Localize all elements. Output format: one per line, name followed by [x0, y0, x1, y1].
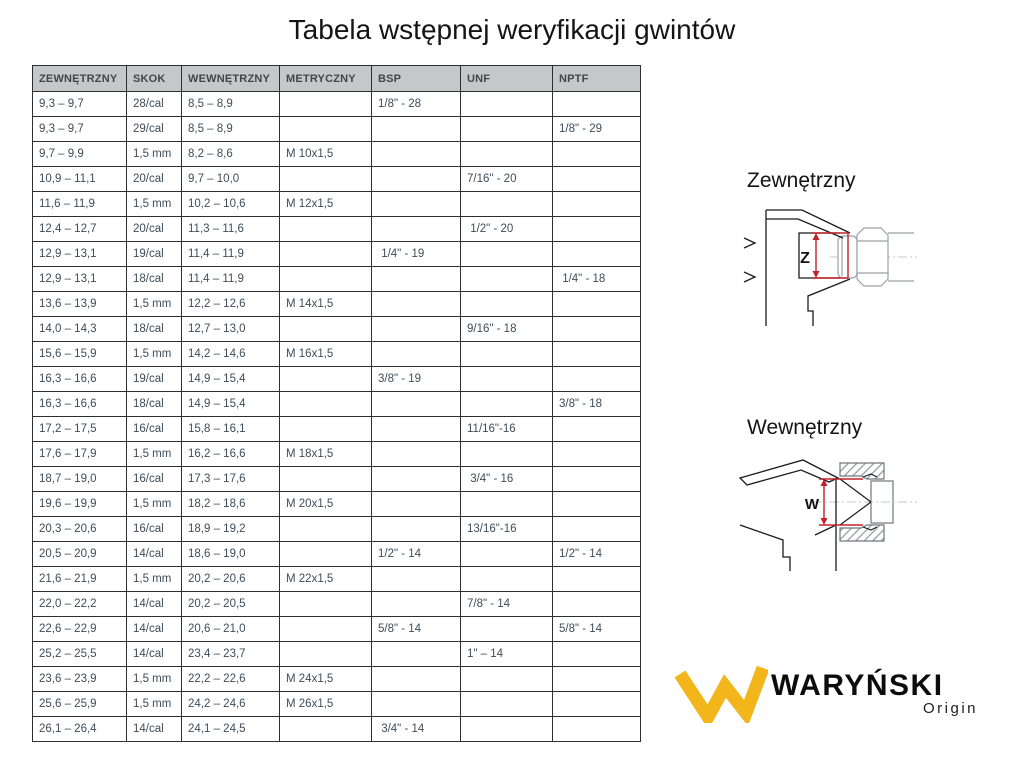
table-cell: M 24x1,5	[280, 667, 372, 692]
table-cell	[553, 467, 641, 492]
table-cell	[461, 242, 553, 267]
table-row	[33, 717, 641, 742]
table-cell: 24,1 – 24,5	[182, 717, 280, 742]
table-cell: 1/4" - 19	[372, 242, 461, 267]
table-row	[33, 667, 641, 692]
table-cell: 14,9 – 15,4	[182, 392, 280, 417]
table-cell: 22,0 – 22,2	[33, 592, 127, 617]
table-cell	[372, 417, 461, 442]
table-cell: 9,7 – 10,0	[182, 167, 280, 192]
table-cell: 18,7 – 19,0	[33, 467, 127, 492]
table-row	[33, 142, 641, 167]
table-cell: 1,5 mm	[127, 192, 182, 217]
table-cell: 10,2 – 10,6	[182, 192, 280, 217]
table-cell	[461, 692, 553, 717]
table-cell	[553, 417, 641, 442]
table-row	[33, 192, 641, 217]
table-cell: 9,3 – 9,7	[33, 92, 127, 117]
table-cell: 20,5 – 20,9	[33, 542, 127, 567]
table-cell	[553, 92, 641, 117]
table-cell	[461, 292, 553, 317]
table-cell: 19/cal	[127, 367, 182, 392]
table-cell: 1,5 mm	[127, 442, 182, 467]
table-cell	[280, 242, 372, 267]
table-cell: 11,4 – 11,9	[182, 267, 280, 292]
table-row	[33, 542, 641, 567]
table-cell: 14,9 – 15,4	[182, 367, 280, 392]
table-cell: 3/8" - 19	[372, 367, 461, 392]
table-cell: 8,5 – 8,9	[182, 117, 280, 142]
table-cell	[553, 517, 641, 542]
table-cell	[553, 567, 641, 592]
table-cell	[553, 367, 641, 392]
table-cell	[372, 567, 461, 592]
table-cell	[461, 542, 553, 567]
table-cell	[372, 192, 461, 217]
table-cell	[280, 317, 372, 342]
table-cell: 20/cal	[127, 167, 182, 192]
table-cell: 17,6 – 17,9	[33, 442, 127, 467]
table-row	[33, 242, 641, 267]
table-cell	[553, 592, 641, 617]
table-cell	[372, 442, 461, 467]
table-cell: 29/cal	[127, 117, 182, 142]
table-cell	[372, 317, 461, 342]
table-cell	[461, 667, 553, 692]
table-cell: 12,9 – 13,1	[33, 267, 127, 292]
table-cell	[461, 117, 553, 142]
table-cell: 19/cal	[127, 242, 182, 267]
table-cell	[553, 342, 641, 367]
table-cell: 12,7 – 13,0	[182, 317, 280, 342]
column-header: WEWNĘTRZNY	[182, 66, 280, 92]
table-cell	[280, 117, 372, 142]
table-cell: 20,2 – 20,6	[182, 567, 280, 592]
table-cell: 19,6 – 19,9	[33, 492, 127, 517]
table-cell	[461, 92, 553, 117]
table-cell: 1" – 14	[461, 642, 553, 667]
table-cell: 16,3 – 16,6	[33, 392, 127, 417]
table-cell: 23,4 – 23,7	[182, 642, 280, 667]
table-cell	[372, 142, 461, 167]
table-cell: 22,6 – 22,9	[33, 617, 127, 642]
table-cell: 14,2 – 14,6	[182, 342, 280, 367]
table-cell	[372, 592, 461, 617]
external-dim-label: Z	[800, 250, 810, 267]
table-cell	[461, 617, 553, 642]
table-cell: 1,5 mm	[127, 692, 182, 717]
table-cell: 16/cal	[127, 417, 182, 442]
table-cell: 20/cal	[127, 217, 182, 242]
table-row	[33, 417, 641, 442]
column-header: NPTF	[553, 66, 641, 92]
table-cell	[372, 692, 461, 717]
table-cell: 9/16" - 18	[461, 317, 553, 342]
table-cell	[461, 142, 553, 167]
table-cell	[553, 317, 641, 342]
table-row	[33, 692, 641, 717]
table-cell	[372, 392, 461, 417]
table-row	[33, 492, 641, 517]
table-cell	[280, 517, 372, 542]
table-cell: 21,6 – 21,9	[33, 567, 127, 592]
table-cell	[553, 167, 641, 192]
table-cell: 18/cal	[127, 317, 182, 342]
table-cell	[372, 642, 461, 667]
table-cell: 3/4" - 16	[461, 467, 553, 492]
table-cell: 9,3 – 9,7	[33, 117, 127, 142]
table-cell: M 12x1,5	[280, 192, 372, 217]
table-cell: 7/16" - 20	[461, 167, 553, 192]
table-cell: 1,5 mm	[127, 492, 182, 517]
table-cell: M 18x1,5	[280, 442, 372, 467]
table-cell: 11/16"-16	[461, 417, 553, 442]
table-cell: 14/cal	[127, 642, 182, 667]
brand-w-mark-icon	[668, 663, 768, 723]
table-cell	[372, 267, 461, 292]
table-cell	[553, 442, 641, 467]
table-cell	[280, 167, 372, 192]
brand-logo	[668, 663, 988, 725]
table-row	[33, 517, 641, 542]
table-cell: M 10x1,5	[280, 142, 372, 167]
table-cell	[553, 142, 641, 167]
table-row	[33, 267, 641, 292]
table-cell: 17,3 – 17,6	[182, 467, 280, 492]
external-thread-heading: Zewnętrzny	[747, 169, 856, 192]
brand-name: WARYŃSKI	[771, 669, 944, 702]
internal-thread-heading: Wewnętrzny	[747, 416, 863, 439]
table-cell: 20,2 – 20,5	[182, 592, 280, 617]
table-cell: 18/cal	[127, 392, 182, 417]
external-thread-diagram	[735, 203, 925, 353]
table-cell: 5/8" - 14	[372, 617, 461, 642]
table-cell	[461, 342, 553, 367]
table-cell	[280, 542, 372, 567]
table-cell: 25,6 – 25,9	[33, 692, 127, 717]
brand-subtitle: Origin	[922, 700, 978, 717]
table-cell: 1/2" - 20	[461, 217, 553, 242]
table-row	[33, 292, 641, 317]
table-cell: 8,2 – 8,6	[182, 142, 280, 167]
table-cell	[461, 267, 553, 292]
table-cell	[372, 342, 461, 367]
table-cell	[553, 192, 641, 217]
table-cell: 22,2 – 22,6	[182, 667, 280, 692]
table-header-row	[33, 66, 641, 92]
table-row	[33, 117, 641, 142]
internal-dim-label: W	[804, 496, 820, 513]
table-cell	[461, 367, 553, 392]
table-cell: 20,6 – 21,0	[182, 617, 280, 642]
table-cell	[280, 467, 372, 492]
table-cell: 10,9 – 11,1	[33, 167, 127, 192]
table-cell: 13/16"-16	[461, 517, 553, 542]
internal-thread-diagram	[735, 448, 925, 598]
table-cell	[553, 667, 641, 692]
table-cell: 28/cal	[127, 92, 182, 117]
table-cell: 1/4" - 18	[553, 267, 641, 292]
table-cell: 16,3 – 16,6	[33, 367, 127, 392]
table-cell	[372, 667, 461, 692]
table-row	[33, 317, 641, 342]
table-cell: 3/8" - 18	[553, 392, 641, 417]
table-cell: 12,4 – 12,7	[33, 217, 127, 242]
table-cell	[280, 617, 372, 642]
table-cell: 14/cal	[127, 592, 182, 617]
table-cell	[553, 217, 641, 242]
table-cell	[553, 642, 641, 667]
table-cell: 8,5 – 8,9	[182, 92, 280, 117]
table-cell: M 20x1,5	[280, 492, 372, 517]
table-cell: 15,8 – 16,1	[182, 417, 280, 442]
table-cell: 18,9 – 19,2	[182, 517, 280, 542]
table-cell: M 22x1,5	[280, 567, 372, 592]
table-cell	[280, 592, 372, 617]
table-cell	[280, 717, 372, 742]
table-row	[33, 617, 641, 642]
column-header: METRYCZNY	[280, 66, 372, 92]
table-cell: 20,3 – 20,6	[33, 517, 127, 542]
table-cell	[461, 442, 553, 467]
table-cell: 18/cal	[127, 267, 182, 292]
table-cell: 1,5 mm	[127, 567, 182, 592]
table-cell	[461, 492, 553, 517]
table-cell	[372, 292, 461, 317]
table-cell	[553, 242, 641, 267]
page-title: Tabela wstępnej weryfikacji gwintów	[288, 14, 736, 45]
table-cell: 3/4" - 14	[372, 717, 461, 742]
table-cell	[553, 292, 641, 317]
table-cell	[280, 642, 372, 667]
table-cell	[553, 717, 641, 742]
table-row	[33, 467, 641, 492]
table-cell: 23,6 – 23,9	[33, 667, 127, 692]
table-row	[33, 642, 641, 667]
table-cell	[280, 267, 372, 292]
table-cell: 1/8" - 29	[553, 117, 641, 142]
table-cell: 18,6 – 19,0	[182, 542, 280, 567]
table-cell: 5/8" - 14	[553, 617, 641, 642]
table-cell: M 26x1,5	[280, 692, 372, 717]
table-cell	[461, 567, 553, 592]
table-row	[33, 167, 641, 192]
table-body	[33, 92, 641, 742]
table-cell: M 14x1,5	[280, 292, 372, 317]
table-cell: 11,6 – 11,9	[33, 192, 127, 217]
column-header: BSP	[372, 66, 461, 92]
table-cell: 17,2 – 17,5	[33, 417, 127, 442]
table-cell	[372, 117, 461, 142]
table-row	[33, 217, 641, 242]
table-cell	[280, 92, 372, 117]
table-cell: 1,5 mm	[127, 292, 182, 317]
table-cell: M 16x1,5	[280, 342, 372, 367]
table-cell: 16,2 – 16,6	[182, 442, 280, 467]
table-cell: 16/cal	[127, 467, 182, 492]
table-cell: 1/8" - 28	[372, 92, 461, 117]
table-cell: 7/8" - 14	[461, 592, 553, 617]
table-cell	[372, 467, 461, 492]
table-cell: 14/cal	[127, 617, 182, 642]
table-cell	[280, 417, 372, 442]
table-cell: 1/2" - 14	[372, 542, 461, 567]
table-cell: 11,3 – 11,6	[182, 217, 280, 242]
table-row	[33, 92, 641, 117]
table-cell: 26,1 – 26,4	[33, 717, 127, 742]
table-row	[33, 392, 641, 417]
table-cell: 1/2" - 14	[553, 542, 641, 567]
table-cell: 12,9 – 13,1	[33, 242, 127, 267]
table-cell: 1,5 mm	[127, 142, 182, 167]
table-cell: 16/cal	[127, 517, 182, 542]
table-cell	[553, 492, 641, 517]
thread-table	[32, 65, 641, 742]
table-row	[33, 342, 641, 367]
table-cell: 14,0 – 14,3	[33, 317, 127, 342]
table-cell	[372, 217, 461, 242]
table-cell	[553, 692, 641, 717]
table-cell	[461, 717, 553, 742]
table-cell: 14/cal	[127, 717, 182, 742]
table-cell: 18,2 – 18,6	[182, 492, 280, 517]
table-cell: 9,7 – 9,9	[33, 142, 127, 167]
column-header: UNF	[461, 66, 553, 92]
table-cell	[372, 517, 461, 542]
table-cell	[280, 392, 372, 417]
column-header: SKOK	[127, 66, 182, 92]
table-cell: 15,6 – 15,9	[33, 342, 127, 367]
table-cell: 24,2 – 24,6	[182, 692, 280, 717]
table-cell	[461, 192, 553, 217]
table-cell: 14/cal	[127, 542, 182, 567]
table-cell: 11,4 – 11,9	[182, 242, 280, 267]
table-cell: 13,6 – 13,9	[33, 292, 127, 317]
table-cell	[280, 367, 372, 392]
table-cell	[461, 392, 553, 417]
table-row	[33, 567, 641, 592]
table-row	[33, 367, 641, 392]
column-header: ZEWNĘTRZNY	[33, 66, 127, 92]
table-row	[33, 442, 641, 467]
table-cell: 25,2 – 25,5	[33, 642, 127, 667]
table-cell: 1,5 mm	[127, 667, 182, 692]
table-cell	[372, 167, 461, 192]
table-row	[33, 592, 641, 617]
table-cell	[280, 217, 372, 242]
table-cell: 12,2 – 12,6	[182, 292, 280, 317]
table-cell	[372, 492, 461, 517]
table-cell: 1,5 mm	[127, 342, 182, 367]
